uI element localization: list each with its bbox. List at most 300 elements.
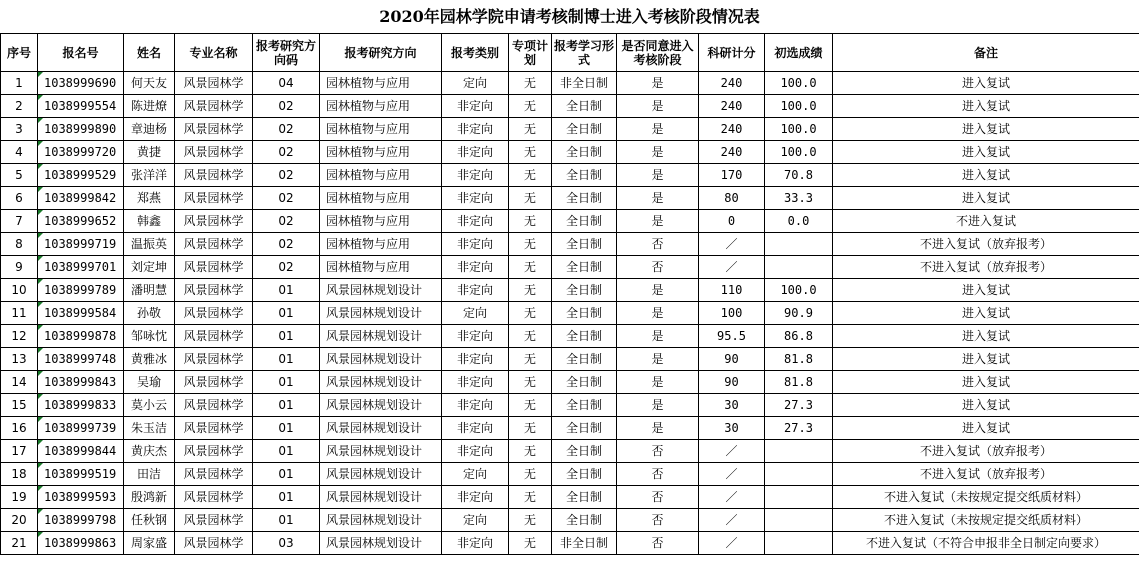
research-score-cell: ／ xyxy=(699,440,765,463)
remark-cell: 进入复试 xyxy=(833,118,1139,141)
direction-cell: 风景园林规划设计 xyxy=(320,279,442,302)
prelim-score-cell xyxy=(765,440,833,463)
table-row xyxy=(1,532,1139,555)
research-score-cell: 30 xyxy=(699,417,765,440)
category-cell: 定向 xyxy=(442,302,509,325)
research-score-cell: 240 xyxy=(699,118,765,141)
approved-cell: 否 xyxy=(617,440,699,463)
approved-cell: 是 xyxy=(617,279,699,302)
study-form-cell: 非全日制 xyxy=(552,72,617,95)
category-cell: 非定向 xyxy=(442,256,509,279)
direction-code-cell: 01 xyxy=(253,509,320,532)
study-form-cell: 全日制 xyxy=(552,210,617,233)
seq-cell: 3 xyxy=(1,118,38,141)
study-form-cell: 全日制 xyxy=(552,371,617,394)
direction-code-cell: 01 xyxy=(253,463,320,486)
prelim-score-cell: 100.0 xyxy=(765,72,833,95)
major-cell: 风景园林学 xyxy=(175,302,253,325)
regno-cell: 1038999843 xyxy=(38,371,124,394)
approved-cell: 否 xyxy=(617,486,699,509)
research-score-cell: 30 xyxy=(699,394,765,417)
major-cell: 风景园林学 xyxy=(175,210,253,233)
special-plan-cell: 无 xyxy=(509,233,552,256)
research-score-cell: 100 xyxy=(699,302,765,325)
study-form-cell: 全日制 xyxy=(552,233,617,256)
approved-cell: 否 xyxy=(617,256,699,279)
header-cell: 报考研究方向码 xyxy=(253,34,320,72)
direction-cell: 园林植物与应用 xyxy=(320,210,442,233)
seq-cell: 11 xyxy=(1,302,38,325)
special-plan-cell: 无 xyxy=(509,164,552,187)
category-cell: 非定向 xyxy=(442,95,509,118)
special-plan-cell: 无 xyxy=(509,210,552,233)
study-form-cell: 全日制 xyxy=(552,463,617,486)
seq-cell: 17 xyxy=(1,440,38,463)
direction-code-cell: 02 xyxy=(253,141,320,164)
regno-cell: 1038999833 xyxy=(38,394,124,417)
major-cell: 风景园林学 xyxy=(175,72,253,95)
table-row xyxy=(1,394,1139,417)
special-plan-cell: 无 xyxy=(509,302,552,325)
table-row xyxy=(1,164,1139,187)
header-cell: 报考类别 xyxy=(442,34,509,72)
study-form-cell: 全日制 xyxy=(552,440,617,463)
regno-cell: 1038999690 xyxy=(38,72,124,95)
header-cell: 报考研究方向 xyxy=(320,34,442,72)
direction-code-cell: 01 xyxy=(253,325,320,348)
prelim-score-cell xyxy=(765,486,833,509)
seq-cell: 19 xyxy=(1,486,38,509)
prelim-score-cell: 81.8 xyxy=(765,371,833,394)
regno-cell: 1038999720 xyxy=(38,141,124,164)
research-score-cell: ／ xyxy=(699,532,765,555)
prelim-score-cell: 86.8 xyxy=(765,325,833,348)
study-form-cell: 全日制 xyxy=(552,141,617,164)
prelim-score-cell: 100.0 xyxy=(765,118,833,141)
major-cell: 风景园林学 xyxy=(175,141,253,164)
direction-cell: 园林植物与应用 xyxy=(320,164,442,187)
seq-cell: 16 xyxy=(1,417,38,440)
table-row xyxy=(1,72,1139,95)
direction-cell: 园林植物与应用 xyxy=(320,233,442,256)
approved-cell: 是 xyxy=(617,302,699,325)
approved-cell: 是 xyxy=(617,72,699,95)
prelim-score-cell: 27.3 xyxy=(765,417,833,440)
direction-cell: 风景园林规划设计 xyxy=(320,302,442,325)
remark-cell: 进入复试 xyxy=(833,348,1139,371)
direction-cell: 风景园林规划设计 xyxy=(320,509,442,532)
research-score-cell: ／ xyxy=(699,233,765,256)
prelim-score-cell: 90.9 xyxy=(765,302,833,325)
prelim-score-cell xyxy=(765,532,833,555)
header-cell: 科研计分 xyxy=(699,34,765,72)
remark-cell: 进入复试 xyxy=(833,72,1139,95)
direction-code-cell: 01 xyxy=(253,417,320,440)
header-row xyxy=(1,34,1139,72)
prelim-score-cell: 33.3 xyxy=(765,187,833,210)
regno-cell: 1038999701 xyxy=(38,256,124,279)
name-cell: 章迪杨 xyxy=(124,118,175,141)
seq-cell: 14 xyxy=(1,371,38,394)
study-form-cell: 全日制 xyxy=(552,164,617,187)
major-cell: 风景园林学 xyxy=(175,532,253,555)
category-cell: 非定向 xyxy=(442,486,509,509)
special-plan-cell: 无 xyxy=(509,440,552,463)
prelim-score-cell: 100.0 xyxy=(765,279,833,302)
direction-cell: 风景园林规划设计 xyxy=(320,463,442,486)
major-cell: 风景园林学 xyxy=(175,486,253,509)
seq-cell: 6 xyxy=(1,187,38,210)
special-plan-cell: 无 xyxy=(509,325,552,348)
research-score-cell: ／ xyxy=(699,256,765,279)
table-row xyxy=(1,509,1139,532)
table-row xyxy=(1,95,1139,118)
regno-cell: 1038999798 xyxy=(38,509,124,532)
name-cell: 温振英 xyxy=(124,233,175,256)
name-cell: 邹咏忱 xyxy=(124,325,175,348)
prelim-score-cell: 27.3 xyxy=(765,394,833,417)
remark-cell: 不进入复试 xyxy=(833,210,1139,233)
remark-cell: 不进入复试（放弃报考） xyxy=(833,256,1139,279)
category-cell: 非定向 xyxy=(442,348,509,371)
header-cell: 专业名称 xyxy=(175,34,253,72)
direction-cell: 风景园林规划设计 xyxy=(320,371,442,394)
direction-cell: 风景园林规划设计 xyxy=(320,532,442,555)
table-row xyxy=(1,187,1139,210)
seq-cell: 10 xyxy=(1,279,38,302)
direction-code-cell: 02 xyxy=(253,210,320,233)
seq-cell: 18 xyxy=(1,463,38,486)
name-cell: 田洁 xyxy=(124,463,175,486)
special-plan-cell: 无 xyxy=(509,118,552,141)
table-row xyxy=(1,210,1139,233)
research-score-cell: 80 xyxy=(699,187,765,210)
direction-cell: 风景园林规划设计 xyxy=(320,325,442,348)
study-form-cell: 全日制 xyxy=(552,325,617,348)
name-cell: 陈进燎 xyxy=(124,95,175,118)
category-cell: 非定向 xyxy=(442,325,509,348)
category-cell: 非定向 xyxy=(442,440,509,463)
research-score-cell: 240 xyxy=(699,95,765,118)
study-form-cell: 全日制 xyxy=(552,95,617,118)
direction-cell: 风景园林规划设计 xyxy=(320,486,442,509)
special-plan-cell: 无 xyxy=(509,532,552,555)
header-cell: 备注 xyxy=(833,34,1139,72)
seq-cell: 15 xyxy=(1,394,38,417)
seq-cell: 8 xyxy=(1,233,38,256)
direction-code-cell: 02 xyxy=(253,187,320,210)
direction-code-cell: 01 xyxy=(253,279,320,302)
major-cell: 风景园林学 xyxy=(175,440,253,463)
major-cell: 风景园林学 xyxy=(175,325,253,348)
prelim-score-cell xyxy=(765,463,833,486)
major-cell: 风景园林学 xyxy=(175,394,253,417)
approved-cell: 否 xyxy=(617,233,699,256)
seq-cell: 13 xyxy=(1,348,38,371)
seq-cell: 9 xyxy=(1,256,38,279)
special-plan-cell: 无 xyxy=(509,463,552,486)
research-score-cell: ／ xyxy=(699,509,765,532)
major-cell: 风景园林学 xyxy=(175,164,253,187)
special-plan-cell: 无 xyxy=(509,486,552,509)
category-cell: 定向 xyxy=(442,509,509,532)
major-cell: 风景园林学 xyxy=(175,118,253,141)
regno-cell: 1038999844 xyxy=(38,440,124,463)
table-row xyxy=(1,463,1139,486)
direction-code-cell: 04 xyxy=(253,72,320,95)
direction-code-cell: 02 xyxy=(253,164,320,187)
direction-cell: 园林植物与应用 xyxy=(320,141,442,164)
approved-cell: 是 xyxy=(617,118,699,141)
remark-cell: 进入复试 xyxy=(833,325,1139,348)
special-plan-cell: 无 xyxy=(509,348,552,371)
table-body xyxy=(1,72,1139,555)
header-cell: 姓名 xyxy=(124,34,175,72)
direction-code-cell: 01 xyxy=(253,302,320,325)
name-cell: 吴瑜 xyxy=(124,371,175,394)
prelim-score-cell: 100.0 xyxy=(765,141,833,164)
header-cell: 是否同意进入考核阶段 xyxy=(617,34,699,72)
remark-cell: 不进入复试（放弃报考） xyxy=(833,233,1139,256)
name-cell: 任秋钢 xyxy=(124,509,175,532)
direction-code-cell: 01 xyxy=(253,348,320,371)
table-row xyxy=(1,348,1139,371)
name-cell: 张洋洋 xyxy=(124,164,175,187)
special-plan-cell: 无 xyxy=(509,95,552,118)
approved-cell: 是 xyxy=(617,210,699,233)
direction-cell: 园林植物与应用 xyxy=(320,72,442,95)
seq-cell: 1 xyxy=(1,72,38,95)
approved-cell: 否 xyxy=(617,463,699,486)
study-form-cell: 全日制 xyxy=(552,302,617,325)
remark-cell: 进入复试 xyxy=(833,164,1139,187)
regno-cell: 1038999554 xyxy=(38,95,124,118)
page-title: 2020年园林学院申请考核制博士进入考核阶段情况表 xyxy=(379,7,760,26)
approved-cell: 是 xyxy=(617,325,699,348)
regno-cell: 1038999593 xyxy=(38,486,124,509)
direction-cell: 风景园林规划设计 xyxy=(320,394,442,417)
remark-cell: 进入复试 xyxy=(833,187,1139,210)
major-cell: 风景园林学 xyxy=(175,95,253,118)
study-form-cell: 全日制 xyxy=(552,509,617,532)
prelim-score-cell xyxy=(765,509,833,532)
special-plan-cell: 无 xyxy=(509,187,552,210)
major-cell: 风景园林学 xyxy=(175,187,253,210)
category-cell: 非定向 xyxy=(442,371,509,394)
direction-code-cell: 01 xyxy=(253,440,320,463)
header-cell: 序号 xyxy=(1,34,38,72)
remark-cell: 进入复试 xyxy=(833,302,1139,325)
research-score-cell: 240 xyxy=(699,72,765,95)
direction-cell: 园林植物与应用 xyxy=(320,256,442,279)
name-cell: 潘明慧 xyxy=(124,279,175,302)
research-score-cell: 110 xyxy=(699,279,765,302)
approved-cell: 否 xyxy=(617,532,699,555)
prelim-score-cell xyxy=(765,233,833,256)
category-cell: 非定向 xyxy=(442,532,509,555)
direction-code-cell: 02 xyxy=(253,256,320,279)
category-cell: 非定向 xyxy=(442,210,509,233)
direction-code-cell: 02 xyxy=(253,95,320,118)
header-cell: 报考学习形式 xyxy=(552,34,617,72)
table-row xyxy=(1,233,1139,256)
approved-cell: 是 xyxy=(617,371,699,394)
name-cell: 韩鑫 xyxy=(124,210,175,233)
major-cell: 风景园林学 xyxy=(175,371,253,394)
name-cell: 朱玉洁 xyxy=(124,417,175,440)
study-form-cell: 全日制 xyxy=(552,118,617,141)
direction-code-cell: 01 xyxy=(253,371,320,394)
special-plan-cell: 无 xyxy=(509,256,552,279)
remark-cell: 进入复试 xyxy=(833,141,1139,164)
remark-cell: 进入复试 xyxy=(833,371,1139,394)
category-cell: 非定向 xyxy=(442,187,509,210)
study-form-cell: 全日制 xyxy=(552,256,617,279)
seq-cell: 2 xyxy=(1,95,38,118)
research-score-cell: 240 xyxy=(699,141,765,164)
approved-cell: 是 xyxy=(617,348,699,371)
regno-cell: 1038999890 xyxy=(38,118,124,141)
direction-cell: 风景园林规划设计 xyxy=(320,440,442,463)
special-plan-cell: 无 xyxy=(509,279,552,302)
approved-cell: 是 xyxy=(617,417,699,440)
direction-cell: 风景园林规划设计 xyxy=(320,348,442,371)
name-cell: 黄庆杰 xyxy=(124,440,175,463)
remark-cell: 进入复试 xyxy=(833,95,1139,118)
special-plan-cell: 无 xyxy=(509,509,552,532)
regno-cell: 1038999519 xyxy=(38,463,124,486)
research-score-cell: 90 xyxy=(699,371,765,394)
study-form-cell: 全日制 xyxy=(552,348,617,371)
research-score-cell: ／ xyxy=(699,486,765,509)
regno-cell: 1038999863 xyxy=(38,532,124,555)
table-row xyxy=(1,279,1139,302)
name-cell: 郑燕 xyxy=(124,187,175,210)
direction-code-cell: 03 xyxy=(253,532,320,555)
seq-cell: 12 xyxy=(1,325,38,348)
name-cell: 何天友 xyxy=(124,72,175,95)
regno-cell: 1038999748 xyxy=(38,348,124,371)
category-cell: 非定向 xyxy=(442,164,509,187)
remark-cell: 进入复试 xyxy=(833,279,1139,302)
category-cell: 非定向 xyxy=(442,394,509,417)
regno-cell: 1038999529 xyxy=(38,164,124,187)
category-cell: 定向 xyxy=(442,72,509,95)
study-form-cell: 全日制 xyxy=(552,486,617,509)
remark-cell: 进入复试 xyxy=(833,394,1139,417)
direction-code-cell: 01 xyxy=(253,394,320,417)
table-row xyxy=(1,141,1139,164)
category-cell: 非定向 xyxy=(442,279,509,302)
table-row xyxy=(1,417,1139,440)
name-cell: 刘定坤 xyxy=(124,256,175,279)
study-form-cell: 全日制 xyxy=(552,417,617,440)
direction-cell: 园林植物与应用 xyxy=(320,95,442,118)
prelim-score-cell: 100.0 xyxy=(765,95,833,118)
major-cell: 风景园林学 xyxy=(175,233,253,256)
name-cell: 黄捷 xyxy=(124,141,175,164)
remark-cell: 不进入复试（未按规定提交纸质材料） xyxy=(833,486,1139,509)
remark-cell: 不进入复试（不符合申报非全日制定向要求） xyxy=(833,532,1139,555)
table-row xyxy=(1,302,1139,325)
major-cell: 风景园林学 xyxy=(175,256,253,279)
header-cell: 初选成绩 xyxy=(765,34,833,72)
prelim-score-cell: 81.8 xyxy=(765,348,833,371)
regno-cell: 1038999789 xyxy=(38,279,124,302)
regno-cell: 1038999584 xyxy=(38,302,124,325)
research-score-cell: 170 xyxy=(699,164,765,187)
special-plan-cell: 无 xyxy=(509,417,552,440)
regno-cell: 1038999719 xyxy=(38,233,124,256)
prelim-score-cell: 0.0 xyxy=(765,210,833,233)
table-row xyxy=(1,440,1139,463)
major-cell: 风景园林学 xyxy=(175,348,253,371)
category-cell: 非定向 xyxy=(442,417,509,440)
approved-cell: 否 xyxy=(617,509,699,532)
remark-cell: 不进入复试（放弃报考） xyxy=(833,440,1139,463)
special-plan-cell: 无 xyxy=(509,394,552,417)
special-plan-cell: 无 xyxy=(509,141,552,164)
regno-cell: 1038999878 xyxy=(38,325,124,348)
special-plan-cell: 无 xyxy=(509,371,552,394)
direction-cell: 园林植物与应用 xyxy=(320,187,442,210)
research-score-cell: 0 xyxy=(699,210,765,233)
header-cell: 专项计划 xyxy=(509,34,552,72)
research-score-cell: 95.5 xyxy=(699,325,765,348)
remark-cell: 不进入复试（未按规定提交纸质材料） xyxy=(833,509,1139,532)
admission-table xyxy=(0,33,1139,555)
prelim-score-cell: 70.8 xyxy=(765,164,833,187)
name-cell: 莫小云 xyxy=(124,394,175,417)
name-cell: 殷鸿新 xyxy=(124,486,175,509)
direction-cell: 园林植物与应用 xyxy=(320,118,442,141)
approved-cell: 是 xyxy=(617,394,699,417)
direction-code-cell: 01 xyxy=(253,486,320,509)
direction-code-cell: 02 xyxy=(253,118,320,141)
major-cell: 风景园林学 xyxy=(175,279,253,302)
name-cell: 孙敬 xyxy=(124,302,175,325)
direction-cell: 风景园林规划设计 xyxy=(320,417,442,440)
table-row xyxy=(1,325,1139,348)
study-form-cell: 全日制 xyxy=(552,187,617,210)
study-form-cell: 全日制 xyxy=(552,394,617,417)
table-row xyxy=(1,486,1139,509)
regno-cell: 1038999652 xyxy=(38,210,124,233)
direction-code-cell: 02 xyxy=(253,233,320,256)
seq-cell: 5 xyxy=(1,164,38,187)
major-cell: 风景园林学 xyxy=(175,509,253,532)
table-row xyxy=(1,256,1139,279)
name-cell: 周家盛 xyxy=(124,532,175,555)
header-cell: 报名号 xyxy=(38,34,124,72)
approved-cell: 是 xyxy=(617,164,699,187)
prelim-score-cell xyxy=(765,256,833,279)
remark-cell: 不进入复试（放弃报考） xyxy=(833,463,1139,486)
name-cell: 黄雅冰 xyxy=(124,348,175,371)
major-cell: 风景园林学 xyxy=(175,463,253,486)
study-form-cell: 全日制 xyxy=(552,279,617,302)
seq-cell: 21 xyxy=(1,532,38,555)
regno-cell: 1038999842 xyxy=(38,187,124,210)
seq-cell: 20 xyxy=(1,509,38,532)
category-cell: 非定向 xyxy=(442,233,509,256)
table-row xyxy=(1,118,1139,141)
approved-cell: 是 xyxy=(617,187,699,210)
remark-cell: 进入复试 xyxy=(833,417,1139,440)
approved-cell: 是 xyxy=(617,95,699,118)
major-cell: 风景园林学 xyxy=(175,417,253,440)
study-form-cell: 非全日制 xyxy=(552,532,617,555)
